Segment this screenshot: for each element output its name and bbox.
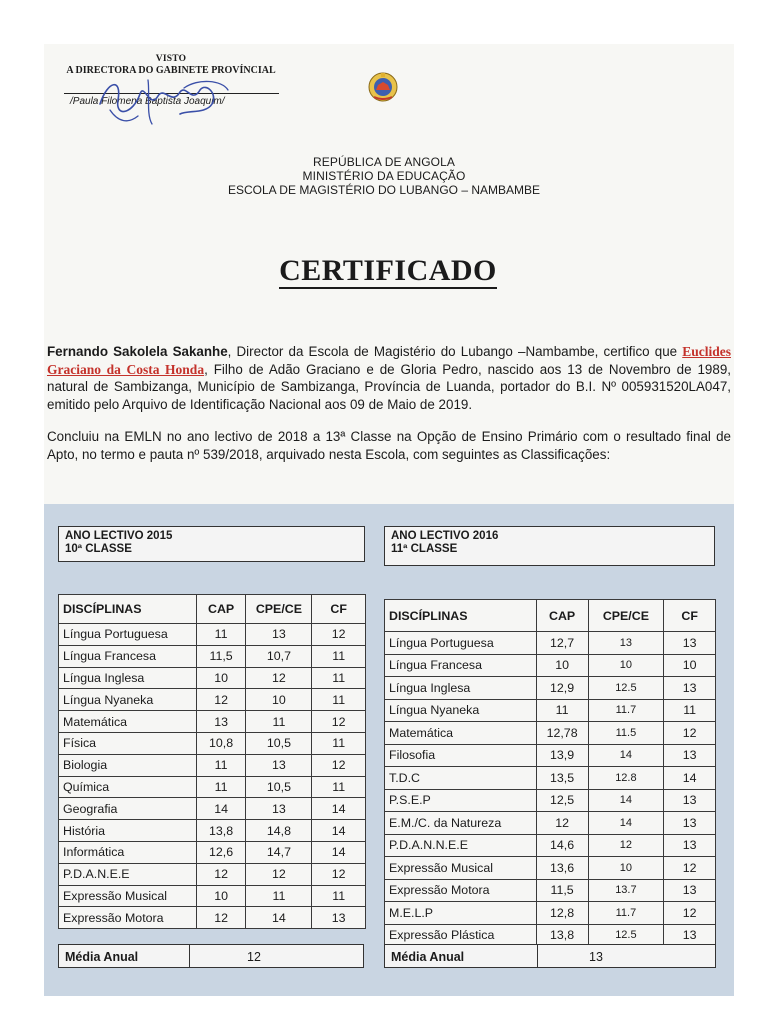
- year1-header: [58, 526, 365, 562]
- grade-cell: 11.5: [588, 722, 664, 745]
- grade-cell: 11: [312, 776, 366, 798]
- grade-cell: 11: [196, 776, 246, 798]
- grade-cell: 12: [312, 711, 366, 733]
- subject-cell: Língua Francesa: [385, 654, 537, 677]
- table-row: [59, 667, 366, 689]
- visto-block: [56, 54, 286, 107]
- grade-cell: 13.7: [588, 879, 664, 902]
- director-name: Fernando Sakolela Sakanhe: [47, 344, 228, 359]
- table-header-row: [385, 600, 716, 632]
- column-header: CPE/CE: [246, 595, 312, 624]
- grade-cell: 13: [664, 834, 716, 857]
- grade-cell: 10,8: [196, 732, 246, 754]
- table-row: [59, 841, 366, 863]
- column-header: CAP: [196, 595, 246, 624]
- grade-cell: 13: [664, 924, 716, 947]
- grade-cell: 12: [312, 754, 366, 776]
- final-result: Apto: [47, 446, 75, 462]
- grade-cell: 11.7: [588, 902, 664, 925]
- year2-label: ANO LECTIVO 2016: [391, 530, 499, 542]
- media-label: Média Anual: [391, 950, 465, 964]
- subject-cell: Expressão Musical: [385, 857, 537, 880]
- grade-cell: 14,8: [246, 820, 312, 842]
- table-row: [59, 863, 366, 885]
- table-row: [385, 789, 716, 812]
- subject-cell: Informática: [59, 841, 197, 863]
- grade-cell: 12: [664, 857, 716, 880]
- table-row: [385, 834, 716, 857]
- school-name: ESCOLA DE MAGISTÉRIO DO LUBANGO – NAMBAMBE: [227, 183, 541, 197]
- subject-cell: Expressão Motora: [385, 879, 537, 902]
- grade-cell: 11: [664, 699, 716, 722]
- grade-cell: 11: [536, 699, 588, 722]
- grade-cell: 11: [312, 667, 366, 689]
- grade-cell: 12: [664, 902, 716, 925]
- grade-cell: 13: [246, 624, 312, 646]
- grade-cell: 11,5: [536, 879, 588, 902]
- grade-cell: 10,5: [246, 732, 312, 754]
- year2-header: [384, 526, 715, 566]
- grade-cell: 12: [246, 667, 312, 689]
- subject-cell: Geografia: [59, 798, 197, 820]
- grade-cell: 12.8: [588, 767, 664, 790]
- grade-cell: 13: [664, 812, 716, 835]
- grade-cell: 13: [664, 677, 716, 700]
- table-row: [59, 885, 366, 907]
- table-header-row: [59, 595, 366, 624]
- column-header: DISCÍPLINAS: [59, 595, 197, 624]
- grade-cell: 13,5: [536, 767, 588, 790]
- subject-cell: História: [59, 820, 197, 842]
- grade-cell: 11: [246, 711, 312, 733]
- grades-table-2016: [384, 599, 716, 947]
- grade-cell: 13: [664, 632, 716, 655]
- grade-cell: 11: [312, 689, 366, 711]
- grade-cell: 10,7: [246, 645, 312, 667]
- paragraph1-text-a: , Director da Escola de Magistério do Lubango –Nambambe, certifico que: [227, 344, 678, 359]
- subject-cell: Biologia: [59, 754, 197, 776]
- table-row: [59, 624, 366, 646]
- subject-cell: Língua Nyaneka: [59, 689, 197, 711]
- column-header: CF: [664, 600, 716, 632]
- grade-cell: 13: [246, 754, 312, 776]
- subject-cell: M.E.L.P: [385, 902, 537, 925]
- grade-cell: 14: [664, 767, 716, 790]
- grade-cell: 14: [312, 820, 366, 842]
- grade-cell: 14: [196, 798, 246, 820]
- grade-cell: 12: [588, 834, 664, 857]
- table-row: [385, 677, 716, 700]
- grade-cell: 12,9: [536, 677, 588, 700]
- subject-cell: Língua Inglesa: [59, 667, 197, 689]
- year2-classe: 11ª CLASSE: [391, 543, 458, 555]
- subject-cell: P.D.A.N.N.E.E: [385, 834, 537, 857]
- visto-label: VISTO: [155, 54, 187, 64]
- subject-cell: Língua Portuguesa: [59, 624, 197, 646]
- grade-cell: 12: [664, 722, 716, 745]
- subject-cell: Língua Portuguesa: [385, 632, 537, 655]
- visto-signer-name: /Paula Filomena Baptista Joaquim/: [70, 96, 225, 107]
- grade-cell: 12,8: [536, 902, 588, 925]
- grade-cell: 13,8: [536, 924, 588, 947]
- subject-cell: E.M./C. da Natureza: [385, 812, 537, 835]
- ministry-line: MINISTÉRIO DA EDUCAÇÃO: [302, 169, 466, 183]
- table-row: [59, 798, 366, 820]
- subject-cell: Química: [59, 776, 197, 798]
- grade-cell: 13: [246, 798, 312, 820]
- certification-paragraph: [47, 343, 731, 413]
- grade-cell: 11: [312, 885, 366, 907]
- media-value: 12: [247, 950, 261, 964]
- table-row: [385, 699, 716, 722]
- grade-cell: 13: [664, 744, 716, 767]
- table-row: [385, 722, 716, 745]
- grade-cell: 11: [312, 645, 366, 667]
- grade-cell: 14: [312, 798, 366, 820]
- grade-cell: 13: [664, 879, 716, 902]
- grade-cell: 11.7: [588, 699, 664, 722]
- grade-cell: 12,78: [536, 722, 588, 745]
- table-row: [385, 857, 716, 880]
- grades-table-2015: [58, 594, 366, 929]
- grade-cell: 14,7: [246, 841, 312, 863]
- table-row: [385, 879, 716, 902]
- subject-cell: Matemática: [385, 722, 537, 745]
- subject-cell: P.D.A.N.E.E: [59, 863, 197, 885]
- result-paragraph: [47, 428, 731, 463]
- document-header: [0, 155, 768, 197]
- grade-cell: 10: [588, 857, 664, 880]
- table-row: [385, 812, 716, 835]
- grade-cell: 13: [588, 632, 664, 655]
- grade-cell: 13,6: [536, 857, 588, 880]
- subject-cell: Física: [59, 732, 197, 754]
- media-anual-2015: [58, 944, 364, 968]
- subject-cell: Expressão Plástica: [385, 924, 537, 947]
- grade-cell: 10: [196, 885, 246, 907]
- media-value: 13: [589, 950, 603, 964]
- table-row: [59, 754, 366, 776]
- table-row: [59, 711, 366, 733]
- table-row: [59, 907, 366, 929]
- grade-cell: 10: [536, 654, 588, 677]
- table-row: [59, 820, 366, 842]
- signature-line: [64, 79, 279, 94]
- grade-cell: 12,6: [196, 841, 246, 863]
- media-label: Média Anual: [65, 950, 139, 964]
- paragraph2-text-a: Concluiu na EMLN no ano lectivo de 2018 a 13ª Classe na Opção de Ensino Primário com o resultado final de: [47, 429, 731, 444]
- grade-cell: 12.5: [588, 924, 664, 947]
- table-row: [385, 744, 716, 767]
- visto-director-title: A DIRECTORA DO GABINETE PROVÍNCIAL: [66, 65, 276, 76]
- grade-cell: 12: [312, 624, 366, 646]
- grade-cell: 12: [196, 863, 246, 885]
- title-text: CERTIFICADO: [279, 254, 497, 287]
- column-header: DISCÍPLINAS: [385, 600, 537, 632]
- table-row: [59, 645, 366, 667]
- table-row: [385, 654, 716, 677]
- grade-cell: 12: [246, 863, 312, 885]
- grade-cell: 12: [196, 689, 246, 711]
- grade-cell: 11,5: [196, 645, 246, 667]
- table-row: [385, 902, 716, 925]
- grade-cell: 11: [196, 754, 246, 776]
- column-header: CAP: [536, 600, 588, 632]
- grade-cell: 11: [196, 624, 246, 646]
- grade-cell: 13: [664, 789, 716, 812]
- grade-cell: 10: [196, 667, 246, 689]
- subject-cell: Expressão Musical: [59, 885, 197, 907]
- subject-cell: T.D.C: [385, 767, 537, 790]
- column-header: CF: [312, 595, 366, 624]
- grade-cell: 12,7: [536, 632, 588, 655]
- angola-emblem-icon: [366, 70, 400, 104]
- grade-cell: 14: [588, 789, 664, 812]
- subject-cell: Língua Inglesa: [385, 677, 537, 700]
- grade-cell: 14: [246, 907, 312, 929]
- grade-cell: 10: [664, 654, 716, 677]
- subject-cell: Língua Nyaneka: [385, 699, 537, 722]
- grade-cell: 12,5: [536, 789, 588, 812]
- republic-line: REPÚBLICA DE ANGOLA: [313, 155, 455, 169]
- grade-cell: 11: [246, 885, 312, 907]
- paragraph1-text-b: , Filho de Adão Graciano e de Gloria Pedro, nascido aos 13 de Novembro de 1989, natural de Sambizanga, Município de Sambizanga, Província de Luanda, portador do B.I. Nº 005931520LA047, emitido pelo Arquivo de Identificação Nacional aos 09 de Maio de 2019.: [47, 361, 731, 412]
- grade-cell: 14: [588, 744, 664, 767]
- grade-cell: 10: [588, 654, 664, 677]
- table-row: [385, 767, 716, 790]
- subject-cell: Língua Francesa: [59, 645, 197, 667]
- table-row: [59, 689, 366, 711]
- grade-cell: 12: [196, 907, 246, 929]
- cell-divider: [189, 945, 190, 967]
- table-row: [59, 776, 366, 798]
- media-anual-2016: [384, 944, 716, 968]
- grade-cell: 14: [312, 841, 366, 863]
- grade-cell: 13,9: [536, 744, 588, 767]
- year1-classe: 10ª CLASSE: [65, 543, 132, 555]
- subject-cell: Matemática: [59, 711, 197, 733]
- subject-cell: Filosofia: [385, 744, 537, 767]
- grade-cell: 13: [312, 907, 366, 929]
- table-row: [385, 632, 716, 655]
- grade-cell: 12: [536, 812, 588, 835]
- grade-cell: 13: [196, 711, 246, 733]
- document-title: [0, 254, 768, 288]
- grade-cell: 13,8: [196, 820, 246, 842]
- grade-cell: 10: [246, 689, 312, 711]
- grade-cell: 14: [588, 812, 664, 835]
- grade-cell: 10,5: [246, 776, 312, 798]
- grade-cell: 12.5: [588, 677, 664, 700]
- student-name: Euclides Graciano da Costa Honda: [47, 344, 731, 377]
- paragraph2-text-b: , no termo e pauta nº 539/2018, arquivado nesta Escola, com seguintes as Classificações:: [74, 446, 611, 462]
- grade-cell: 12: [312, 863, 366, 885]
- grade-cell: 11: [312, 732, 366, 754]
- cell-divider: [537, 945, 538, 967]
- grade-cell: 14,6: [536, 834, 588, 857]
- year1-label: ANO LECTIVO 2015: [65, 530, 173, 542]
- subject-cell: Expressão Motora: [59, 907, 197, 929]
- table-row: [59, 732, 366, 754]
- column-header: CPE/CE: [588, 600, 664, 632]
- subject-cell: P.S.E.P: [385, 789, 537, 812]
